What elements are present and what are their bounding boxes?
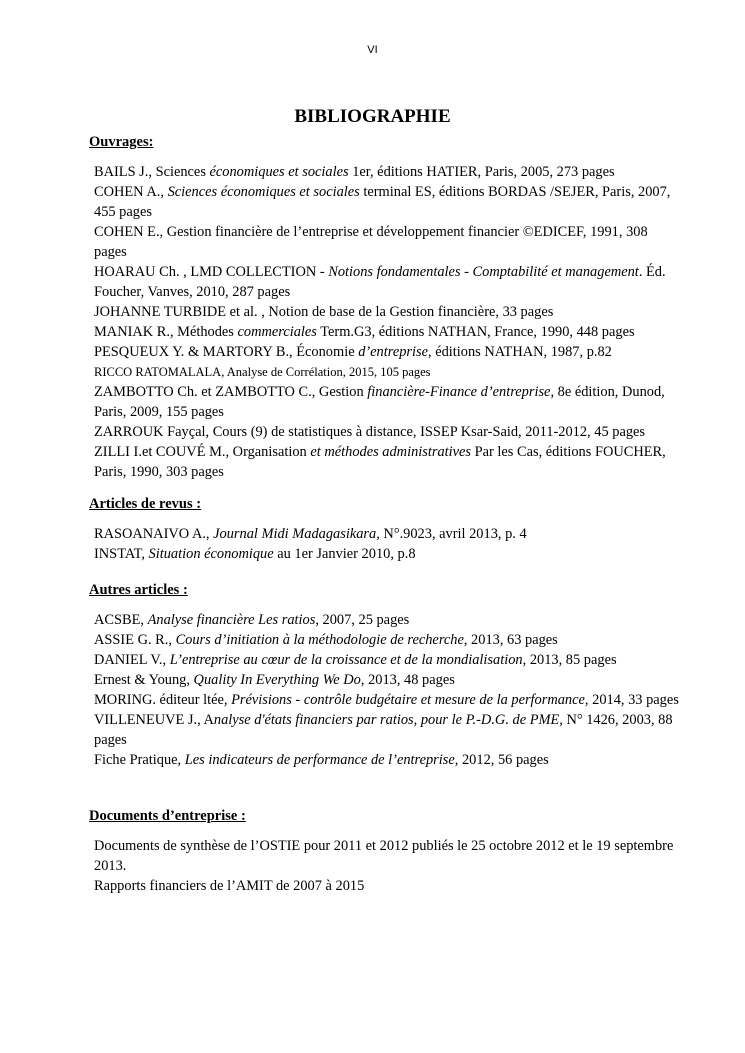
page-number: VI xyxy=(367,44,378,56)
entry-pre-text: RASOANAIVO A., xyxy=(94,526,214,542)
bibliography-entry xyxy=(94,524,679,544)
entry-pre-text: Documents de synthèse de l’OSTIE pour 2011 et 2012 publiés le 25 octobre 2012 et le 19 septembre 2013. xyxy=(94,838,674,874)
entry-post-text: N°.9023, avril 2013, p. 4 xyxy=(379,526,527,542)
entry-italic-title: Les indicateurs de performance de l’entreprise xyxy=(184,752,455,768)
entry-list xyxy=(89,162,679,482)
entry-list xyxy=(89,524,679,564)
entry-pre-text: MANIAK R., Méthodes xyxy=(94,324,238,340)
entry-pre-text: ZILLI I.et COUVÉ M., Organisation xyxy=(94,444,311,460)
bibliography-entry xyxy=(94,162,679,182)
bibliography-entry xyxy=(94,302,679,322)
section-autres-articles xyxy=(89,581,679,770)
bibliography-entry xyxy=(94,670,679,690)
page-title: BIBLIOGRAPHIE xyxy=(294,106,451,127)
entry-post-text: , éditions NATHAN, 1987, p.82 xyxy=(428,344,612,360)
bibliography-entry xyxy=(94,544,679,564)
section-heading: Autres articles : xyxy=(89,582,188,598)
entry-pre-text: MORING. éditeur ltée xyxy=(94,692,224,708)
entry-pre-text: INSTAT, xyxy=(94,546,149,562)
entry-post-text: , 8e édition, Dunod, Paris, 2009, 155 pages xyxy=(94,384,665,420)
entry-italic-title: nalyse d'états financiers par ratios, pour le P.-D.G. de PME, xyxy=(213,712,563,728)
entry-pre-text: PESQUEUX Y. & MARTORY B., Économie xyxy=(94,344,359,360)
bibliography-entry xyxy=(94,610,679,630)
entry-list xyxy=(89,610,679,770)
entry-pre-text: ZARROUK Fayçal, Cours (9) de statistiques à distance, ISSEP Ksar-Said, 2011-2012, 45 pages xyxy=(94,424,646,440)
bibliography-entry xyxy=(94,382,679,422)
entry-post-text: Par les Cas, éditions FOUCHER, Paris, 1990, 303 pages xyxy=(94,444,666,480)
bibliography-entry xyxy=(94,650,679,670)
section-heading: Articles de revus : xyxy=(89,496,202,512)
section-heading: Documents d’entreprise : xyxy=(89,808,246,824)
entry-italic-title: Quality In Everything We Do xyxy=(193,672,361,688)
entry-italic-title: d’entreprise xyxy=(358,344,428,360)
bibliography-entry xyxy=(94,836,679,876)
entry-pre-text: BAILS J., Sciences xyxy=(94,164,210,180)
section-documents-entreprise xyxy=(89,807,679,896)
entry-list xyxy=(89,836,679,896)
entry-italic-title: Analyse financière Les ratios xyxy=(147,612,316,628)
entry-italic-title: et méthodes administratives xyxy=(310,444,472,460)
entry-pre-text: ZAMBOTTO Ch. et ZAMBOTTO C., Gestion xyxy=(94,384,368,400)
entry-italic-title: financière-Finance d’entreprise xyxy=(367,384,551,400)
entry-post-text: au 1er Janvier 2010, p.8 xyxy=(273,546,416,562)
bibliography-entry xyxy=(94,182,679,222)
entry-pre-text: Ernest & Young, xyxy=(94,672,194,688)
bibliography-entry xyxy=(94,690,679,710)
entry-post-text: , 2014, 33 pages xyxy=(584,692,679,708)
bibliography-entry xyxy=(94,630,679,650)
bibliography-entry xyxy=(94,876,679,896)
entry-italic-title: Journal Midi Madagasikara, xyxy=(213,526,380,542)
bibliography-entry xyxy=(94,422,679,442)
entry-post-text: 1er, éditions HATIER, Paris, 2005, 273 pages xyxy=(348,164,615,180)
entry-pre-text: COHEN A., xyxy=(94,184,168,200)
entry-post-text: N° 1426, 2003, 88 pages xyxy=(94,712,673,748)
bibliography-entry xyxy=(94,222,679,262)
bibliography-entry xyxy=(94,262,679,302)
entry-pre-text: Fiche Pratique, xyxy=(94,752,185,768)
entry-italic-title: Sciences économiques et sociales xyxy=(167,184,360,200)
section-heading: Ouvrages: xyxy=(89,134,154,150)
section-ouvrages xyxy=(89,133,679,482)
entry-italic-title: commerciales xyxy=(237,324,317,340)
entry-post-text: . Éd. Foucher, Vanves, 2010, 287 pages xyxy=(94,264,666,300)
entry-pre-text: ASSIE G. R., xyxy=(94,632,176,648)
entry-post-text: , 2013, 85 pages xyxy=(522,652,617,668)
bibliography-entry xyxy=(94,342,679,362)
entry-pre-text: VILLENEUVE J., A xyxy=(94,712,214,728)
entry-post-text: terminal ES, éditions BORDAS /SEJER, Paris, 2007, 455 pages xyxy=(94,184,671,220)
entry-italic-title: L’entreprise au cœur de la croissance et de la mondialisation xyxy=(169,652,523,668)
entry-pre-text: HOARAU Ch. , LMD COLLECTION - xyxy=(94,264,329,280)
entry-pre-text: DANIEL V., xyxy=(94,652,170,668)
bibliography-entry xyxy=(94,362,679,382)
bibliography-entry xyxy=(94,710,679,750)
entry-pre-text: Rapports financiers de l’AMIT de 2007 à 2015 xyxy=(94,878,365,894)
entry-italic-title: Cours d’initiation à la méthodologie de recherche xyxy=(175,632,464,648)
entry-italic-title: Notions fondamentales - Comptabilité et management xyxy=(328,264,639,280)
entry-italic-title: Situation économique xyxy=(148,546,274,562)
bibliography-entry xyxy=(94,322,679,342)
entry-pre-text: JOHANNE TURBIDE et al. , Notion de base de la Gestion financière, 33 pages xyxy=(94,304,554,320)
entry-pre-text: ACSBE, xyxy=(94,612,148,628)
entry-post-text: , 2013, 63 pages xyxy=(463,632,558,648)
entry-post-text: , 2013, 48 pages xyxy=(360,672,455,688)
entry-italic-title: économiques et sociales xyxy=(209,164,349,180)
entry-post-text: Term.G3, éditions NATHAN, France, 1990, 448 pages xyxy=(316,324,635,340)
entry-post-text: , 2012, 56 pages xyxy=(454,752,549,768)
entry-pre-text: COHEN E., Gestion financière de l’entreprise et développement financier ©EDICEF, 1991, 308 pages xyxy=(94,224,648,260)
section-articles-revus xyxy=(89,495,679,564)
entry-pre-text: RICCO RATOMALALA, Analyse de Corrélation, 2015, 105 pages xyxy=(94,365,431,379)
entry-italic-title: , Prévisions - contrôle budgétaire et mesure de la performance xyxy=(223,692,585,708)
bibliography-entry xyxy=(94,442,679,482)
entry-post-text: , 2007, 25 pages xyxy=(315,612,410,628)
bibliography-entry xyxy=(94,750,679,770)
